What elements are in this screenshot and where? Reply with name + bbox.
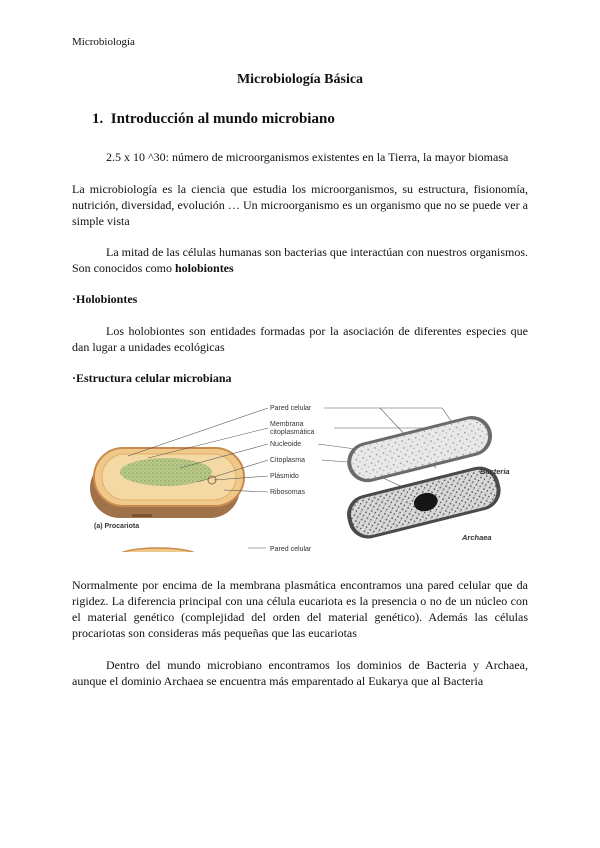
prokaryote-illustration [90,448,244,518]
label-cell-wall-bottom: Pared celular [270,546,312,552]
second-cell-partial [118,548,198,552]
label-nucleoid: Nucleoide [270,441,302,448]
subheading-holobiontes: ·Holobiontes [72,292,138,306]
label-archaea: Archaea [462,533,492,542]
label-membrane-1: Membrana [270,421,304,428]
wall-cut-shade [132,514,152,517]
paragraph-domains: Dentro del mundo microbiano encontramos los dominios de Bacteria y Archaea, aunque el dominio Archaea se encuentra más emparentado al Eukarya que al Bacteria [72,658,528,688]
cell-structure-figure [88,396,512,552]
section-number: 1. [92,111,104,127]
label-bacteria: Bacteria [480,467,510,476]
paragraph-holobiontes: Los holobiontes son entidades formadas por la asociación de diferentes especies que dan lugar a unidades ecológicas [72,324,528,354]
document-title: Microbiología Básica [236,72,364,87]
section-heading [92,111,335,128]
subheading-structure: ·Estructura celular microbiana [72,371,232,385]
label-prokaryote: (a) Procariota [94,523,140,530]
holobiontes-term: holobiontes [175,261,234,275]
section-title: Introducción al mundo microbiano [110,111,335,127]
paragraph-human-cells [72,244,528,276]
cell-diagram [88,396,512,552]
paragraph-human-cells-text: La mitad de las células humanas son bacterias que interactúan con nuestros organismos. Son conocidos como [72,245,528,275]
label-membrane-2: citoplasmática [270,429,315,436]
label-ribosomes: Ribosomas [270,489,306,496]
running-header: Microbiología [72,36,135,48]
paragraph-definition: La microbiología es la ciencia que estudia los microorganismos, su estructura, fisionomía, nutrición, diversidad, evolución … Un microorganismo es un organismo que no se puede ver a simple vista [72,182,528,228]
label-cytoplasm: Citoplasma [270,457,306,464]
label-cell-wall: Pared celular [270,405,312,412]
label-plasmid: Plásmido [270,473,299,480]
paragraph-cell-wall: Normalmente por encima de la membrana plasmática encontramos una pared celular que da rigidez. La diferencia principal con una célula eucariota es la presencia o no de un núcleo con el material genético (complejidad del orden del material genético). Además las células procariotas son consideras más pequeñas que las eucariotas [72,578,528,640]
stat-line: 2.5 x 10 ^30: número de microorganismos existentes en la Tierra, la mayor biomasa [106,150,509,164]
